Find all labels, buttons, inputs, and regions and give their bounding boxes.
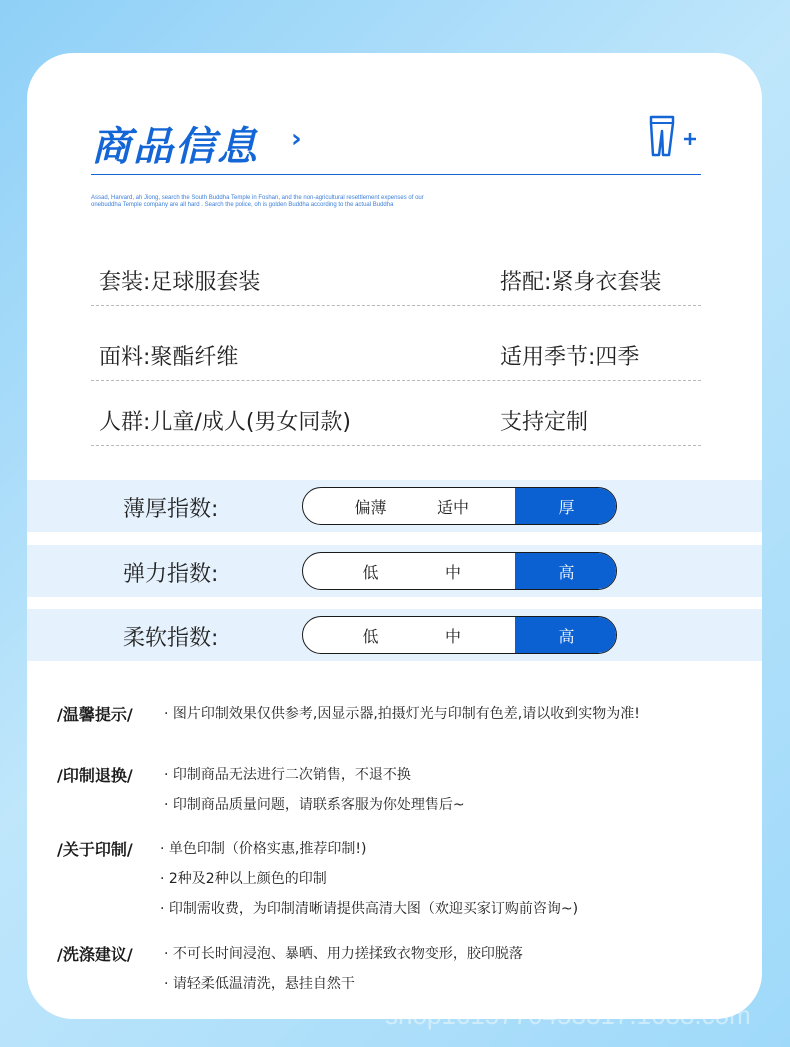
note-heading-returns: /印制退换/	[57, 766, 133, 785]
softness-index-label: 柔软指数:	[123, 626, 219, 651]
segment-option-thin[interactable]: 偏薄	[354, 497, 387, 517]
note-line: · 印制商品无法进行二次销售，不退不换	[164, 767, 411, 783]
info-right: 搭配:紧身衣套装	[500, 270, 662, 295]
title-divider	[91, 174, 701, 175]
segment-option-low[interactable]: 低	[362, 626, 379, 646]
info-left: 人群:儿童/成人(男女同款)	[99, 410, 351, 435]
note-heading-printing: /关于印制/	[57, 840, 133, 859]
page-title: 商品信息	[91, 124, 259, 170]
info-right: 支持定制	[500, 410, 589, 435]
note-line: · 不可长时间浸泡、暴晒、用力搓揉致衣物变形，胶印脱落	[164, 946, 523, 962]
segment-option-high-selected[interactable]: 高	[515, 617, 617, 653]
dashed-divider	[91, 380, 701, 381]
segment-option-mid[interactable]: 中	[444, 626, 461, 646]
info-left: 面料:聚酯纤维	[99, 345, 239, 370]
softness-index-row	[27, 609, 762, 661]
segment-option-thick-selected[interactable]: 厚	[515, 488, 617, 524]
note-line: · 单色印制（价格实惠,推荐印制!)	[160, 841, 367, 857]
dashed-divider	[91, 305, 701, 306]
note-heading-washing: /洗涤建议/	[57, 945, 133, 964]
pants-plus-icon	[647, 115, 703, 159]
info-row	[91, 405, 701, 465]
thickness-segment-control[interactable]	[302, 487, 617, 525]
note-line: · 图片印制效果仅供参考,因显示器,拍摄灯光与印制有色差,请以收到实物为准!	[164, 706, 640, 722]
chevron-right-icon: ›	[291, 124, 302, 154]
product-info-card	[27, 53, 762, 1019]
info-right: 适用季节:四季	[500, 345, 640, 370]
elasticity-index-row	[27, 545, 762, 597]
dashed-divider	[91, 445, 701, 446]
note-line: · 2种及2种以上颜色的印制	[160, 871, 327, 887]
elasticity-index-label: 弹力指数:	[123, 562, 219, 587]
thickness-index-row	[27, 480, 762, 532]
info-row	[91, 340, 701, 400]
softness-segment-control[interactable]	[302, 616, 617, 654]
segment-option-low[interactable]: 低	[362, 562, 379, 582]
segment-option-medium[interactable]: 适中	[436, 497, 469, 517]
elasticity-segment-control[interactable]	[302, 552, 617, 590]
segment-option-mid[interactable]: 中	[444, 562, 461, 582]
info-row	[91, 265, 701, 325]
info-left: 套装:足球服套装	[99, 270, 261, 295]
note-line: · 印制需收费，为印制清晰请提供高清大图（欢迎买家订购前咨询~)	[160, 901, 579, 917]
note-line: · 请轻柔低温清洗，悬挂自然干	[164, 976, 355, 992]
thickness-index-label: 薄厚指数:	[123, 497, 219, 522]
shop-watermark: shop1615770453317.1688.com	[385, 1000, 751, 1030]
segment-option-high-selected[interactable]: 高	[515, 553, 617, 589]
decorative-caption: Assad, Harvard, ah Jiong, search the South Buddha Temple in Foshan, and the non-agricultural resettlement expenses of our onebuddha Temple company are all hard . Search the police, oh is golden Buddha according to the actual Buddha	[91, 195, 424, 208]
note-line: · 印制商品质量问题，请联系客服为你处理售后~	[164, 797, 465, 813]
note-heading-tips: /温馨提示/	[57, 705, 133, 724]
